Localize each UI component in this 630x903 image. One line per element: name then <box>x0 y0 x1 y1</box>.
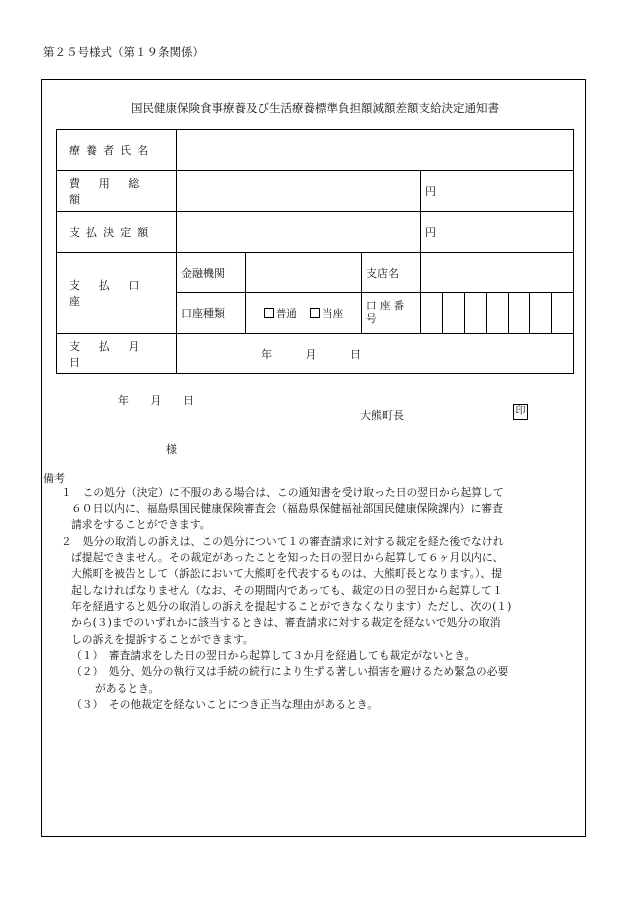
payment-decision-cell[interactable] <box>177 212 421 253</box>
note-line: １ この処分（決定）に不服のある場合は、この通知書を受け取った日の翌日から起算して <box>61 486 504 499</box>
account-digit-box[interactable] <box>442 293 464 334</box>
patient-name-cell[interactable] <box>177 130 574 171</box>
payment-date-label: 支払月日 <box>57 334 177 374</box>
account-digit-box[interactable] <box>486 293 508 334</box>
account-type-label: 口座種類 <box>177 293 246 334</box>
current-checkbox[interactable] <box>310 308 320 318</box>
table-row-bank <box>57 253 574 293</box>
mayor-name: 大熊町長 <box>360 409 404 422</box>
total-cost-cell[interactable] <box>177 171 421 212</box>
account-number-label <box>362 293 421 334</box>
note-line: 請求をすることができます。 <box>71 518 211 531</box>
note-line: 年を経過すると処分の取消しの訴えを提起することができなくなります）ただし、次の(１) <box>71 600 512 613</box>
branch-cell[interactable] <box>421 253 574 293</box>
account-digit-box[interactable] <box>421 293 443 334</box>
notes-title: 備考 <box>43 472 65 485</box>
note-line: （１） 審査請求をした日の翌日から起算して３か月を経過しても裁定がないとき。 <box>71 649 476 662</box>
form-label: 第２５号様式（第１９条関係） <box>43 45 204 59</box>
ordinary-checkbox[interactable] <box>264 308 274 318</box>
note-line: ６０日以内に、福島県国民健康保険審査会（福島県保健福祉部国民健康保険課内）に審査 <box>71 502 503 515</box>
total-cost-label: 費用総額 <box>57 171 177 212</box>
patient-name-label: 療養者氏名 <box>57 130 177 171</box>
note-line: （３） その他裁定を経ないことにつき正当な理由があるとき。 <box>71 698 379 711</box>
note-line: 起しなければなりません（なお、その期間内であっても、裁定の日の翌日から起算して１ <box>71 584 503 597</box>
payment-info-table <box>56 129 574 374</box>
seal-mark: 印 <box>513 404 528 420</box>
account-digit-box[interactable] <box>508 293 530 334</box>
payment-date-cell[interactable]: 年 月 日 <box>177 334 574 374</box>
account-digit-box[interactable] <box>552 293 574 334</box>
bank-label: 金融機関 <box>177 253 246 293</box>
bank-cell[interactable] <box>246 253 362 293</box>
note-line: ２ 処分の取消しの訴えは、この処分について１の審査請求に対する裁定を経た後でなけれ <box>61 535 504 548</box>
payment-account-label: 支払口座 <box>57 253 177 334</box>
note-line: （２） 処分、処分の執行又は手続の続行により生ずる著しい損害を避けるため緊急の必要 <box>71 665 509 678</box>
table-row-total-cost <box>57 171 574 212</box>
addressee-suffix: 様 <box>166 443 177 456</box>
table-row-patient <box>57 130 574 171</box>
account-number-label-line1: 口 座 番 <box>366 300 405 312</box>
account-digit-box[interactable] <box>530 293 552 334</box>
note-line: ば提起できません。その裁定があったことを知った日の翌日から起算して６ヶ月以内に、 <box>71 551 504 564</box>
table-row-payment-decision <box>57 212 574 253</box>
branch-label: 支店名 <box>362 253 421 293</box>
payment-decision-yen: 円 <box>421 212 574 253</box>
note-line: があるとき。 <box>95 682 160 695</box>
document-title: 国民健康保険食事療養及び生活療養標準負担額減額差額支給決定通知書 <box>131 101 499 115</box>
note-line: しの訴えを提訴することができます。 <box>71 633 254 646</box>
account-digit-box[interactable] <box>464 293 486 334</box>
table-row-payment-date <box>57 334 574 374</box>
current-label: 当座 <box>322 307 344 320</box>
note-line: から(３)までのいずれかに該当するときは、審査請求に対する裁定を経ないで処分の取消 <box>71 616 501 629</box>
account-type-options <box>246 293 362 334</box>
payment-decision-label: 支払決定額 <box>57 212 177 253</box>
ordinary-label: 普通 <box>275 307 297 320</box>
issue-date: 年 月 日 <box>118 394 194 407</box>
note-line: 大熊町を被告として（訴訟において大熊町を代表するものは、大熊町長となります。）、提 <box>71 567 503 580</box>
total-cost-yen: 円 <box>421 171 574 212</box>
account-number-label-line2: 号 <box>366 313 377 325</box>
